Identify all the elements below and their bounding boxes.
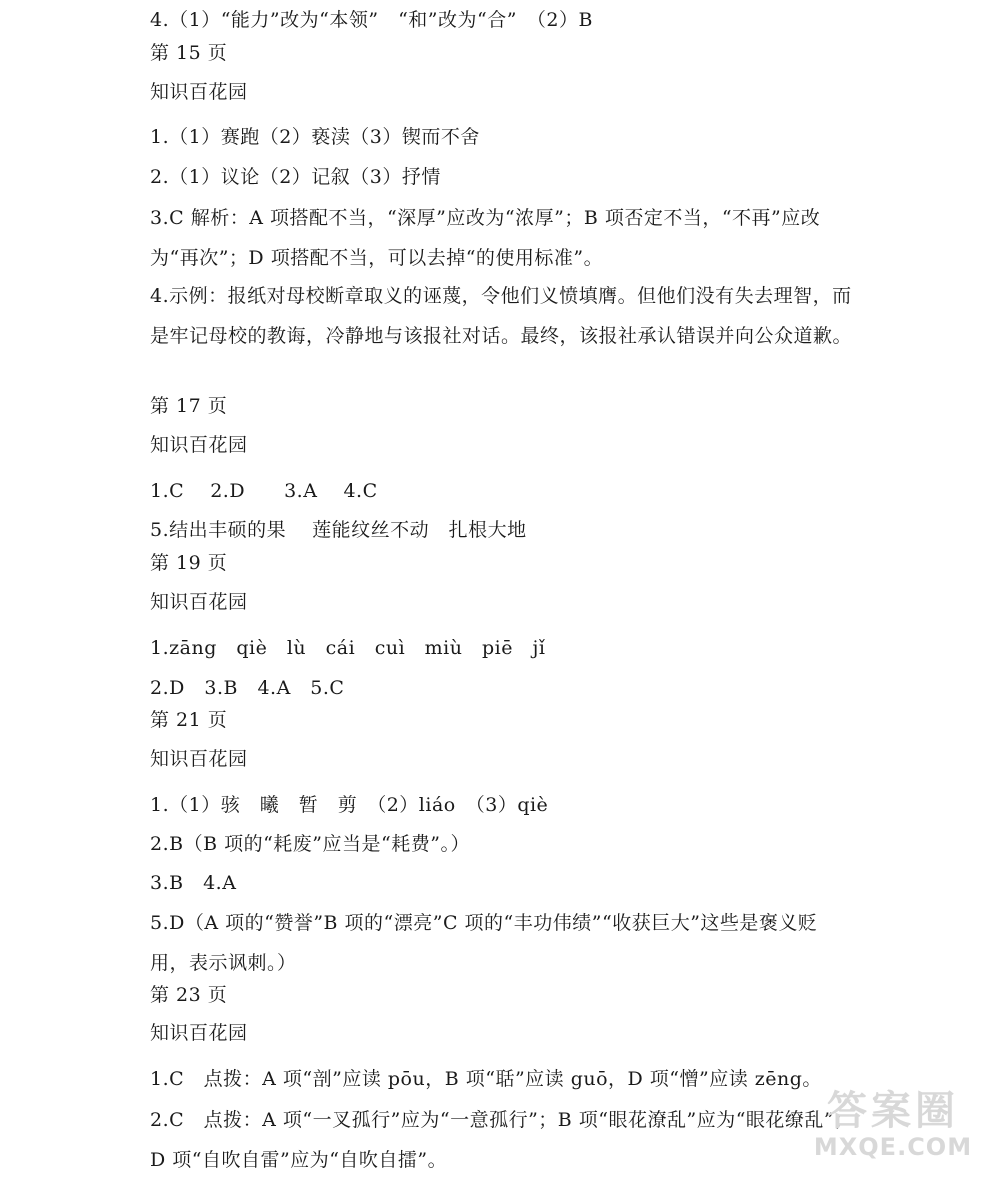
answer-line: 2.D 3.B 4.A 5.C	[150, 677, 345, 699]
answer-line: 2.（1）议论（2）记叙（3）抒情	[150, 166, 441, 188]
answer-line: 1.（1）骇 曦 暂 剪 （2）liáo （3）qiè	[150, 794, 549, 816]
section-heading: 知识百花园	[150, 748, 248, 770]
watermark-url: MXQE.COM	[813, 1133, 973, 1161]
section-heading: 知识百花园	[150, 81, 248, 103]
section-heading: 知识百花园	[150, 434, 248, 456]
answer-line: 1.（1）赛跑（2）亵渎（3）锲而不舍	[150, 126, 480, 148]
answer-line: 1.zāng qiè lù cái cuì miù piē jǐ	[150, 637, 546, 659]
section-heading: 知识百花园	[150, 1022, 248, 1044]
answer-line: 1.C 点拨：A 项“剖”应读 pōu，B 项“聒”应读 guō，D 项“憎”应读 zēng。	[150, 1068, 822, 1090]
section-heading: 知识百花园	[150, 591, 248, 613]
answer-paragraph: 5.D（A 项的“赞誉”B 项的“漂亮”C 项的“丰功伟绩”“收获巨大”这些是褒义贬用，表示讽刺。）	[150, 912, 818, 974]
answer-line: 1.C 2.D 3.A 4.C	[150, 480, 378, 502]
answer-line: 2.B（B 项的“耗废”应当是“耗费”。）	[150, 833, 470, 855]
site-watermark	[798, 1089, 988, 1169]
page-number-heading: 第 17 页	[150, 395, 228, 417]
answer-line: 5.结出丰硕的果 莲能纹丝不动 扎根大地	[150, 519, 527, 541]
page-number-heading: 第 21 页	[150, 709, 228, 731]
answer-paragraph: 3.C 解析：A 项搭配不当，“深厚”应改为“浓厚”；B 项否定不当，“不再”应改为“再次”；D 项搭配不当，可以去掉“的使用标准”。	[150, 207, 821, 269]
page-number-heading: 第 19 页	[150, 552, 228, 574]
watermark-logo-text: 答案圈	[827, 1088, 959, 1134]
answer-line: 3.B 4.A	[150, 872, 237, 894]
page-number-heading: 第 23 页	[150, 984, 228, 1006]
answer-paragraph: 2.C 点拨：A 项“一叉孤行”应为“一意孤行”；B 项“眼花潦乱”应为“眼花缭乱”；D 项“自吹自雷”应为“自吹自擂”。	[150, 1109, 854, 1171]
answer-paragraph: 4.示例：报纸对母校断章取义的诬蔑，令他们义愤填膺。但他们没有失去理智，而是牢记母校的教诲，冷静地与该报社对话。最终，该报社承认错误并向公众道歉。	[150, 285, 853, 347]
answer-line: 4.（1）“能力”改为“本领” “和”改为“合” （2）B	[150, 9, 593, 31]
page-number-heading: 第 15 页	[150, 42, 228, 64]
